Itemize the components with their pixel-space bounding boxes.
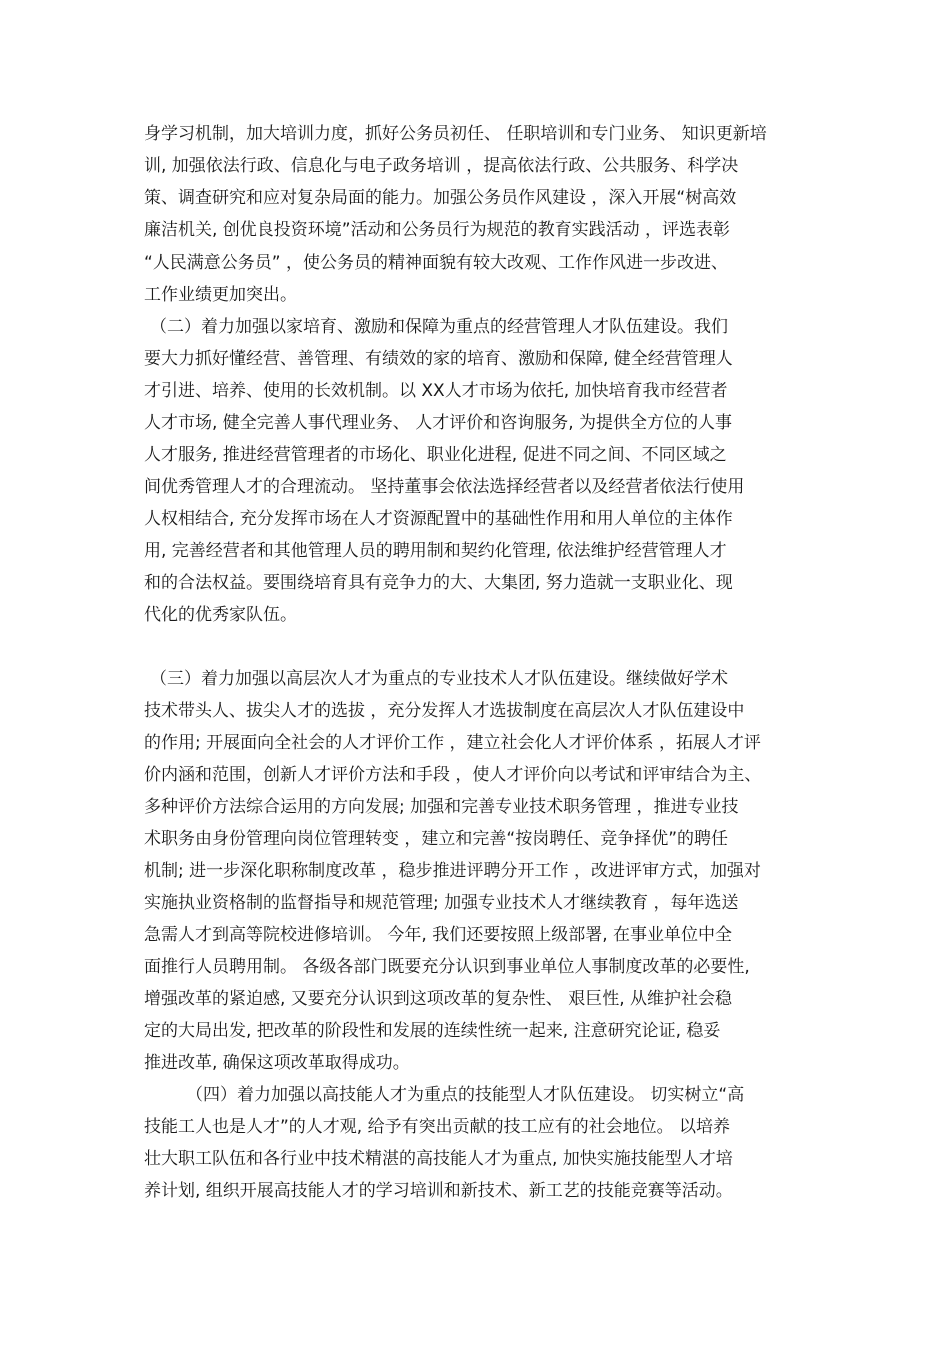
text-line: 的作用; 开展面向全社会的人才评价工作 ，建立社会化人才评价体系 ，拓展人才评 xyxy=(144,733,761,753)
text-line: 人才服务, 推进经营管理者的市场化、职业化进程, 促进不同之间、不同区域之 xyxy=(144,445,727,465)
text-line: 面推行人员聘用制。 各级各部门既要充分认识到事业单位人事制度改革的必要性, xyxy=(144,957,750,977)
text-line: 定的大局出发, 把改革的阶段性和发展的连续性统一起来, 注意研究论证, 稳妥 xyxy=(144,1021,721,1041)
text-line: 策、调查研究和应对复杂局面的能力。加强公务员作风建设 ，深入开展“树高效 xyxy=(144,188,737,208)
text-line: 推进改革, 确保这项改革取得成功。 xyxy=(144,1053,410,1073)
text-line: 多种评价方法综合运用的方向发展; 加强和完善专业技术职务管理 ，推进专业技 xyxy=(144,797,739,817)
text-line: 工作业绩更加突出。 xyxy=(144,285,297,305)
section-heading-2: （二）着力加强以家培育、激励和保障为重点的经营管理人才队伍建设。我们 xyxy=(150,317,728,337)
text-line: 才引进、培养、使用的长效机制。以 XX人才市场为依托, 加快培育我市经营者 xyxy=(144,381,728,401)
text-line: 代化的优秀家队伍。 xyxy=(144,605,297,625)
text-line: 人权相结合, 充分发挥市场在人才资源配置中的基础性作用和用人单位的主体作 xyxy=(144,509,733,529)
text-line: 价内涵和范围，创新人才评价方法和手段 ，使人才评价向以考试和评审结合为主、 xyxy=(144,765,762,785)
text-line: 增强改革的紧迫感, 又要充分认识到这项改革的复杂性、 艰巨性, 从维护社会稳 xyxy=(144,989,733,1009)
text-line: 廉洁机关, 创优良投资环境”活动和公务员行为规范的教育实践活动 ，评选表彰 xyxy=(144,220,731,240)
text-line: 养计划, 组织开展高技能人才的学习培训和新技术、新工艺的技能竞赛等活动。 xyxy=(144,1181,733,1201)
text-line: 人才市场, 健全完善人事代理业务、 人才评价和咨询服务, 为提供全方位的人事 xyxy=(144,413,733,433)
text-line: 实施执业资格制的监督指导和规范管理; 加强专业技术人才继续教育 ，每年选送 xyxy=(144,893,739,913)
text-line: 用, 完善经营者和其他管理人员的聘用制和契约化管理, 依法维护经营管理人才 xyxy=(144,541,727,561)
text-line: 要大力抓好懂经营、善管理、有绩效的家的培育、激励和保障, 健全经营管理人 xyxy=(144,349,733,369)
text-line: 壮大职工队伍和各行业中技术精湛的高技能人才为重点, 加快实施技能型人才培 xyxy=(144,1149,733,1169)
text-line: 机制; 进一步深化职称制度改革 ，稳步推进评聘分开工作 ，改进评审方式，加强对 xyxy=(144,861,761,881)
section-heading-4: （四）着力加强以高技能人才为重点的技能型人才队伍建设。 切实树立“高 xyxy=(186,1085,745,1105)
text-line: 急需人才到高等院校进修培训。 今年, 我们还要按照上级部署, 在事业单位中全 xyxy=(144,925,733,945)
text-line: 身学习机制，加大培训力度，抓好公务员初任、 任职培训和专门业务、 知识更新培 xyxy=(144,124,767,144)
text-line: 和的合法权益。要围绕培育具有竞争力的大、大集团, 努力造就一支职业化、现 xyxy=(144,573,733,593)
text-line: 训, 加强依法行政、信息化与电子政务培训 ，提高依法行政、公共服务、科学决 xyxy=(144,156,739,176)
text-line: 术职务由身份管理向岗位管理转变 ，建立和完善“按岗聘任、竞争择优”的聘任 xyxy=(144,829,729,849)
text-line: “人民满意公务员” ，使公务员的精神面貌有较大改观、工作作风进一步改进、 xyxy=(144,253,729,273)
text-line: 间优秀管理人才的合理流动。 坚持董事会依法选择经营者以及经营者依法行使用 xyxy=(144,477,745,497)
text-line: 技能工人也是人才”的人才观, 给予有突出贡献的技工应有的社会地位。 以培养 xyxy=(144,1117,731,1137)
text-line: 技术带头人、拔尖人才的选拔 ，充分发挥人才选拔制度在高层次人才队伍建设中 xyxy=(144,701,745,721)
section-heading-3: （三）着力加强以高层次人才为重点的专业技术人才队伍建设。继续做好学术 xyxy=(150,669,728,689)
